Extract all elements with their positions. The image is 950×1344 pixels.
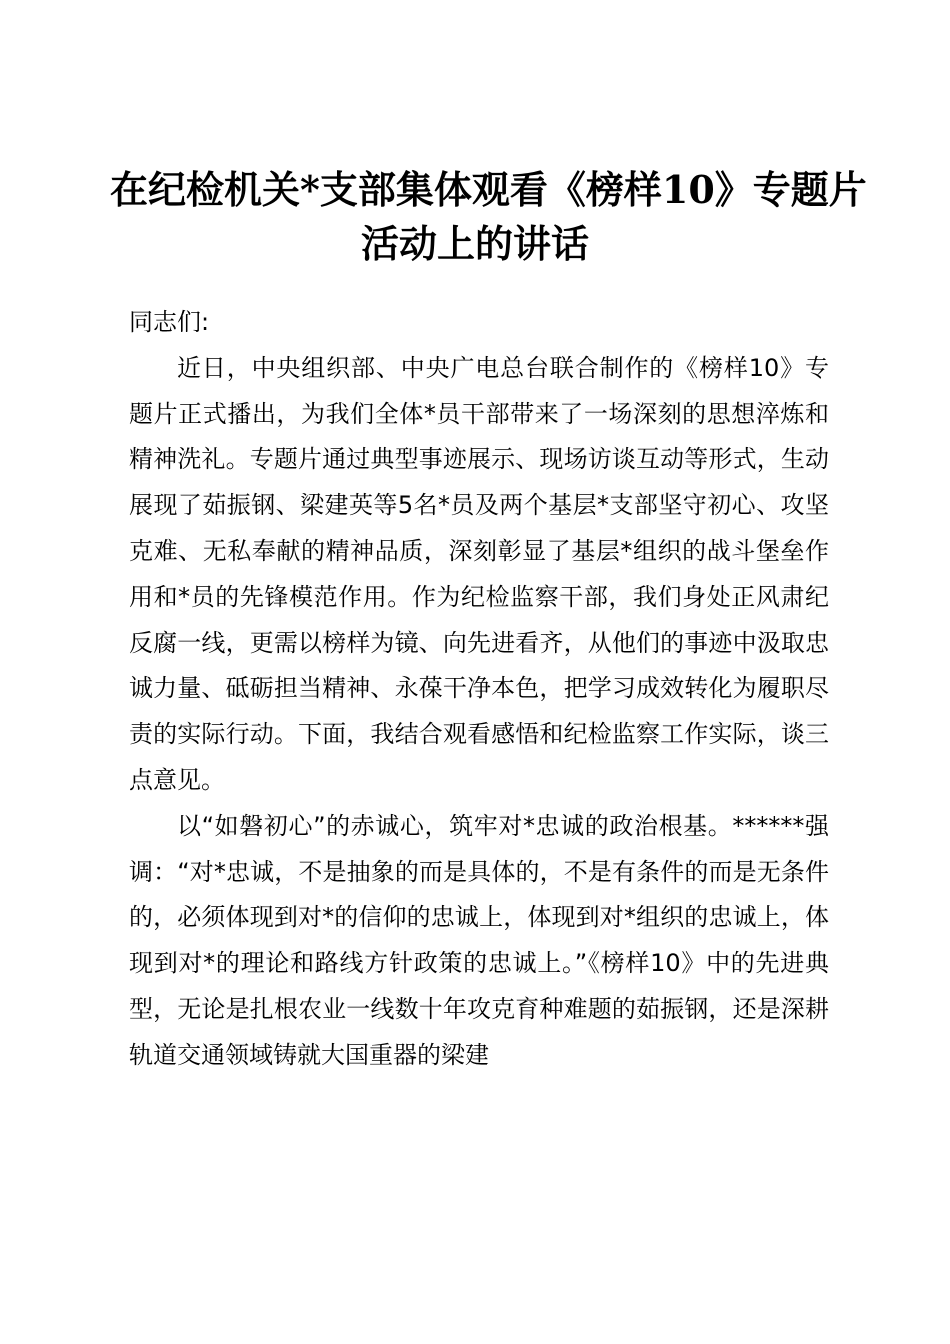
document-title-line-2: 活动上的讲话: [360, 221, 589, 266]
greeting: 同志们:: [129, 308, 210, 336]
document-body: [129, 300, 829, 1079]
paragraph-loyalty: 以“如磐初心”的赤诚心，筑牢对*忠诚的政治根基。******强调：“对*忠诚，不是抽象的而是具体的，不是有条件的而是无条件的，必须体现到对*的信仰的忠诚上，体现到对*组织的忠诚上，体现到对*的理论和路线方针政策的忠诚上。”《榜样10》中的先进典型，无论是扎根农业一线数十年攻克育种难题的茹振钢，还是深耕轨道交通领域铸就大国重器的梁建: [129, 811, 829, 1069]
paragraph-intro: 近日，中央组织部、中央广电总台联合制作的《榜样10》专题片正式播出，为我们全体*员干部带来了一场深刻的思想淬炼和精神洗礼。专题片通过典型事迹展示、现场访谈互动等形式，生动展现了茹振钢、梁建英等5名*员及两个基层*支部坚守初心、攻坚克难、无私奉献的精神品质，深刻彰显了基层*组织的战斗堡垒作用和*员的先锋模范作用。作为纪检监察干部，我们身处正风肃纪反腐一线，更需以榜样为镜、向先进看齐，从他们的事迹中汲取忠诚力量、砥砺担当精神、永葆干净本色，把学习成效转化为履职尽责的实际行动。下面，我结合观看感悟和纪检监察工作实际，谈三点意见。: [129, 353, 829, 794]
document-title-line-1: 在纪检机关*支部集体观看《榜样10》专题片: [110, 167, 867, 212]
